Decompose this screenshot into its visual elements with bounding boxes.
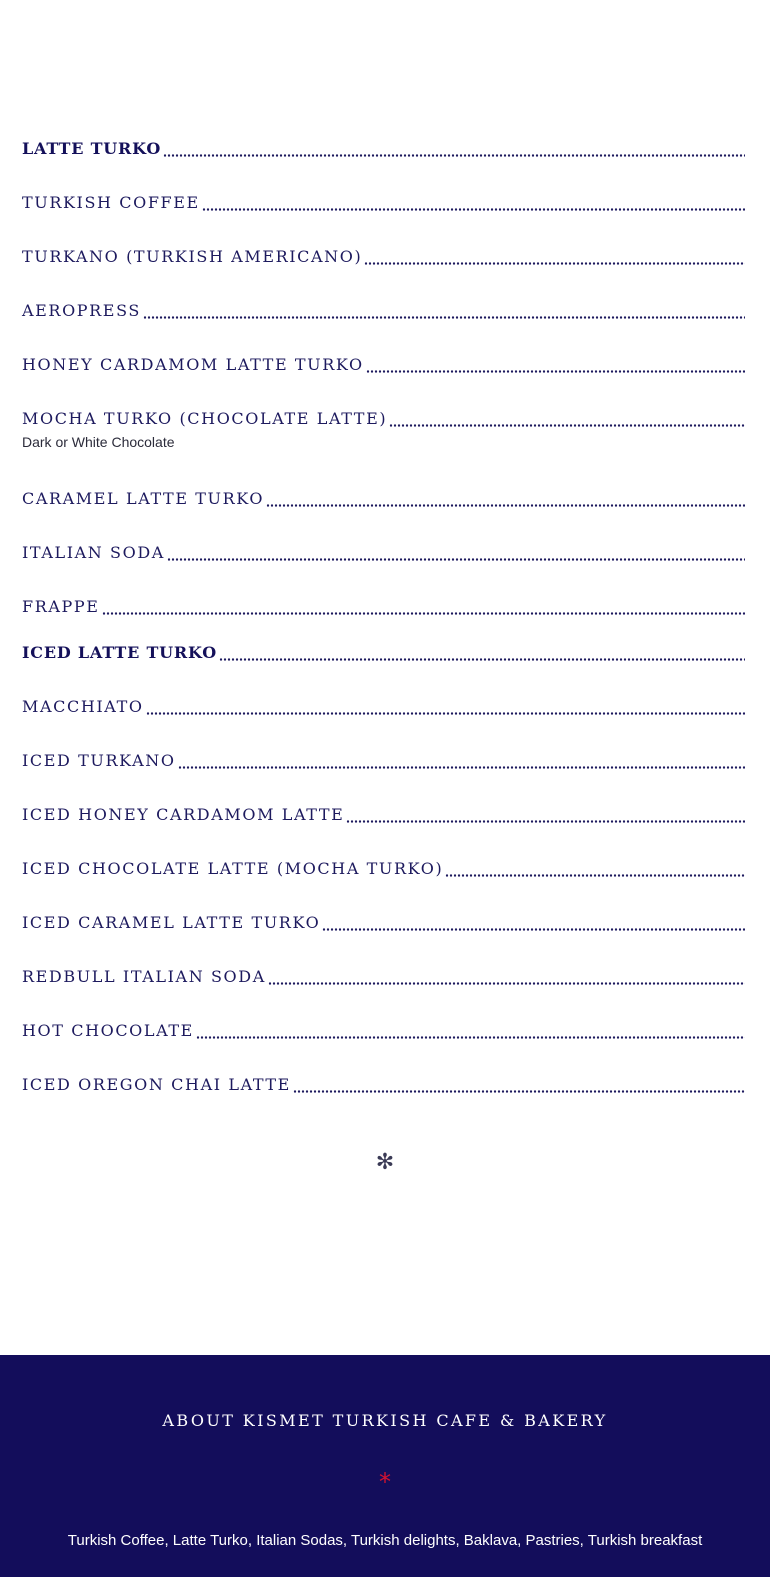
footer (0, 1355, 770, 1577)
dot-leader (102, 612, 745, 615)
dot-leader (366, 370, 745, 373)
menu-item (22, 1070, 745, 1094)
dot-leader (202, 208, 745, 211)
menu-item-name: FRAPPE (22, 597, 100, 616)
menu-item-name: REDBULL ITALIAN SODA (22, 967, 266, 986)
menu-item-name: MOCHA TURKO (CHOCOLATE LATTE) (22, 409, 388, 428)
menu-item-name: ICED LATTE TURKO (22, 643, 218, 662)
dot-leader (293, 1090, 745, 1093)
menu-item (22, 350, 745, 374)
accent-star-icon: * (379, 1468, 391, 1496)
menu-item (22, 962, 745, 986)
menu-item (22, 800, 745, 824)
dot-leader (389, 424, 745, 427)
menu-item-name: ITALIAN SODA (22, 543, 165, 562)
menu-item-name: HONEY CARDAMOM LATTE TURKO (22, 355, 364, 374)
menu-item (22, 908, 745, 932)
about-heading: ABOUT KISMET TURKISH CAFE & BAKERY (162, 1411, 608, 1430)
dot-leader (219, 658, 745, 661)
menu-item (22, 188, 745, 212)
dot-leader (167, 558, 745, 561)
menu-item (22, 1016, 745, 1040)
dot-leader (143, 316, 745, 319)
dot-leader (266, 504, 745, 507)
menu-item (22, 134, 745, 158)
menu-item-name: LATTE TURKO (22, 139, 162, 158)
dot-leader (268, 982, 745, 985)
menu-item (22, 746, 745, 770)
menu-item (22, 638, 745, 662)
dot-leader (146, 712, 745, 715)
dot-leader (322, 928, 745, 931)
menu-item (22, 484, 745, 508)
menu-item-name: ICED HONEY CARDAMOM LATTE (22, 805, 345, 824)
dot-leader (346, 820, 745, 823)
menu-item (22, 242, 745, 266)
menu-item-name: ICED CHOCOLATE LATTE (MOCHA TURKO) (22, 859, 444, 878)
menu-item (22, 592, 745, 616)
footer-tagline: Turkish Coffee, Latte Turko, Italian Sodas, Turkish delights, Baklava, Pastries, Turkish breakfast (67, 1532, 703, 1549)
dot-leader (196, 1036, 745, 1039)
menu-item-name: CARAMEL LATTE TURKO (22, 489, 265, 508)
menu-item-name: HOT CHOCOLATE (22, 1021, 194, 1040)
menu-item (22, 538, 745, 562)
dot-leader (178, 766, 745, 769)
menu-item-name: MACCHIATO (22, 697, 144, 716)
dot-leader (364, 262, 745, 265)
menu-item-name: TURKISH COFFEE (22, 193, 200, 212)
menu-item (22, 296, 745, 320)
menu-item-name: ICED OREGON CHAI LATTE (22, 1075, 291, 1094)
menu-item (22, 692, 745, 716)
menu-item (22, 854, 745, 878)
divider-star-icon: ✻ (375, 1150, 395, 1175)
menu-item-name: ICED CARAMEL LATTE TURKO (22, 913, 321, 932)
menu-item-name: TURKANO (TURKISH AMERICANO) (22, 247, 363, 266)
dot-leader (163, 154, 745, 157)
menu-item-description: Dark or White Chocolate (22, 434, 175, 450)
dot-leader (445, 874, 745, 877)
menu-item (22, 404, 745, 450)
menu-item-name: ICED TURKANO (22, 751, 176, 770)
menu-item-name: AEROPRESS (22, 301, 141, 320)
